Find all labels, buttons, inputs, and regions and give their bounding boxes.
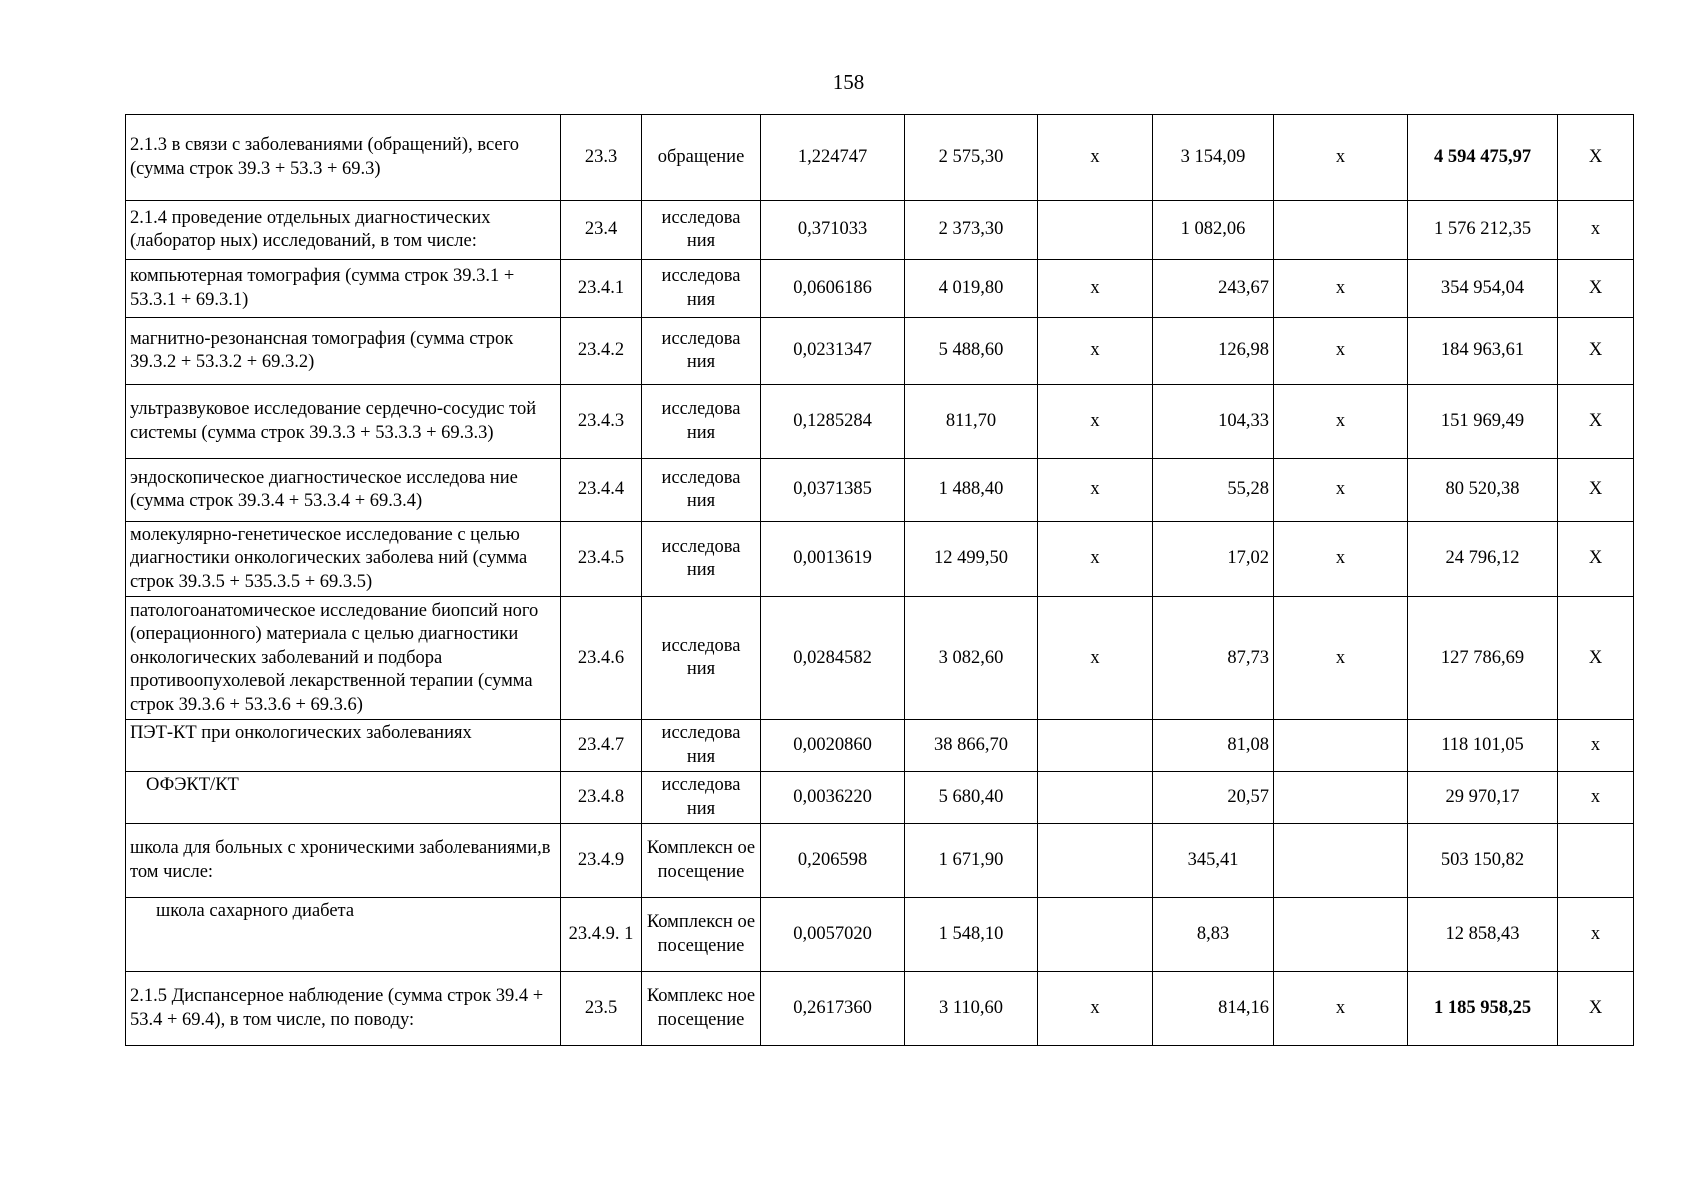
table-row xyxy=(126,260,1634,318)
row-per-capita: 3 154,09 xyxy=(1153,115,1274,201)
row-unit: исследова ния xyxy=(642,260,761,318)
table-row xyxy=(126,201,1634,260)
row-mark-c: Х xyxy=(1558,385,1634,459)
row-mark-c: Х xyxy=(1558,260,1634,318)
row-cost: 3 110,60 xyxy=(905,972,1038,1046)
row-cost: 1 671,90 xyxy=(905,824,1038,898)
table-row xyxy=(126,720,1634,772)
row-mark-b xyxy=(1274,720,1408,772)
row-total: 24 796,12 xyxy=(1408,522,1558,597)
table-row xyxy=(126,318,1634,385)
table-row xyxy=(126,898,1634,972)
row-mark-a: х xyxy=(1038,115,1153,201)
row-unit: исследова ния xyxy=(642,459,761,522)
row-code: 23.4.7 xyxy=(561,720,642,772)
row-mark-a xyxy=(1038,824,1153,898)
row-per-capita: 20,57 xyxy=(1153,772,1274,824)
row-mark-b xyxy=(1274,898,1408,972)
row-total: 151 969,49 xyxy=(1408,385,1558,459)
row-cost: 1 548,10 xyxy=(905,898,1038,972)
row-code: 23.4.3 xyxy=(561,385,642,459)
row-cost: 12 499,50 xyxy=(905,522,1038,597)
table-row xyxy=(126,824,1634,898)
row-code: 23.4.6 xyxy=(561,597,642,720)
row-total: 4 594 475,97 xyxy=(1408,115,1558,201)
row-norm: 0,0606186 xyxy=(761,260,905,318)
row-unit: Комплексн ое посещение xyxy=(642,898,761,972)
row-mark-b: х xyxy=(1274,385,1408,459)
row-mark-c: Х xyxy=(1558,115,1634,201)
row-code: 23.4.1 xyxy=(561,260,642,318)
row-norm: 0,0020860 xyxy=(761,720,905,772)
row-cost: 811,70 xyxy=(905,385,1038,459)
row-cost: 4 019,80 xyxy=(905,260,1038,318)
row-norm: 0,0013619 xyxy=(761,522,905,597)
row-mark-b xyxy=(1274,824,1408,898)
row-mark-a: х xyxy=(1038,385,1153,459)
row-mark-b xyxy=(1274,201,1408,260)
row-name: школа сахарного диабета xyxy=(126,898,561,972)
row-norm: 0,0036220 xyxy=(761,772,905,824)
row-norm: 1,224747 xyxy=(761,115,905,201)
row-mark-b: х xyxy=(1274,260,1408,318)
row-code: 23.4.5 xyxy=(561,522,642,597)
allocation-table xyxy=(125,114,1634,1046)
row-mark-b xyxy=(1274,772,1408,824)
row-cost: 38 866,70 xyxy=(905,720,1038,772)
table-row xyxy=(126,115,1634,201)
page-number: 158 xyxy=(832,70,865,94)
row-cost: 5 680,40 xyxy=(905,772,1038,824)
row-norm: 0,0057020 xyxy=(761,898,905,972)
row-mark-c: х xyxy=(1558,898,1634,972)
row-per-capita: 81,08 xyxy=(1153,720,1274,772)
table-row xyxy=(126,597,1634,720)
row-mark-c: Х xyxy=(1558,972,1634,1046)
row-mark-a: х xyxy=(1038,597,1153,720)
row-mark-c: х xyxy=(1558,772,1634,824)
row-code: 23.5 xyxy=(561,972,642,1046)
row-cost: 3 082,60 xyxy=(905,597,1038,720)
table-row xyxy=(126,522,1634,597)
row-total: 354 954,04 xyxy=(1408,260,1558,318)
row-code: 23.4.9. 1 xyxy=(561,898,642,972)
row-unit: Комплексн ое посещение xyxy=(642,824,761,898)
row-mark-c: х xyxy=(1558,201,1634,260)
row-mark-b: х xyxy=(1274,318,1408,385)
row-name: школа для больных с хроническими заболеваниями,в том числе: xyxy=(126,824,561,898)
row-total: 1 576 212,35 xyxy=(1408,201,1558,260)
row-norm: 0,206598 xyxy=(761,824,905,898)
row-per-capita: 17,02 xyxy=(1153,522,1274,597)
row-unit: Комплекс ное посещение xyxy=(642,972,761,1046)
row-unit: исследова ния xyxy=(642,522,761,597)
row-name: компьютерная томография (сумма строк 39.3.1 + 53.3.1 + 69.3.1) xyxy=(126,260,561,318)
row-mark-c: Х xyxy=(1558,459,1634,522)
row-code: 23.4.9 xyxy=(561,824,642,898)
row-norm: 0,2617360 xyxy=(761,972,905,1046)
row-name: ОФЭКТ/КТ xyxy=(126,772,561,824)
row-per-capita: 814,16 xyxy=(1153,972,1274,1046)
row-total: 80 520,38 xyxy=(1408,459,1558,522)
row-mark-a: х xyxy=(1038,522,1153,597)
row-per-capita: 87,73 xyxy=(1153,597,1274,720)
row-norm: 0,0231347 xyxy=(761,318,905,385)
table-row xyxy=(126,772,1634,824)
row-unit: исследова ния xyxy=(642,720,761,772)
row-mark-a xyxy=(1038,201,1153,260)
row-unit: исследова ния xyxy=(642,318,761,385)
row-total: 503 150,82 xyxy=(1408,824,1558,898)
row-mark-b: х xyxy=(1274,597,1408,720)
row-total: 12 858,43 xyxy=(1408,898,1558,972)
row-per-capita: 55,28 xyxy=(1153,459,1274,522)
row-mark-c xyxy=(1558,824,1634,898)
row-mark-a xyxy=(1038,772,1153,824)
row-norm: 0,371033 xyxy=(761,201,905,260)
row-mark-a xyxy=(1038,898,1153,972)
row-mark-a xyxy=(1038,720,1153,772)
row-cost: 1 488,40 xyxy=(905,459,1038,522)
row-norm: 0,1285284 xyxy=(761,385,905,459)
table-row xyxy=(126,385,1634,459)
row-norm: 0,0284582 xyxy=(761,597,905,720)
row-mark-c: х xyxy=(1558,720,1634,772)
row-code: 23.4.8 xyxy=(561,772,642,824)
row-total: 1 185 958,25 xyxy=(1408,972,1558,1046)
row-name: эндоскопическое диагностическое исследова ние (сумма строк 39.3.4 + 53.3.4 + 69.3.4) xyxy=(126,459,561,522)
row-per-capita: 345,41 xyxy=(1153,824,1274,898)
row-name: ПЭТ-КТ при онкологических заболеваниях xyxy=(126,720,561,772)
row-per-capita: 1 082,06 xyxy=(1153,201,1274,260)
row-name: ультразвуковое исследование сердечно-сосудис той системы (сумма строк 39.3.3 + 53.3.3 + 69.3.3) xyxy=(126,385,561,459)
row-mark-a: х xyxy=(1038,318,1153,385)
row-unit: обращение xyxy=(642,115,761,201)
row-total: 29 970,17 xyxy=(1408,772,1558,824)
row-per-capita: 243,67 xyxy=(1153,260,1274,318)
row-name: молекулярно-генетическое исследование с целью диагностики онкологических заболева ний (сумма строк 39.3.5 + 535.3.5 + 69.3.5) xyxy=(126,522,561,597)
row-name: 2.1.4 проведение отдельных диагностических (лаборатор ных) исследований, в том числе: xyxy=(126,201,561,260)
row-total: 184 963,61 xyxy=(1408,318,1558,385)
row-unit: исследова ния xyxy=(642,385,761,459)
row-per-capita: 104,33 xyxy=(1153,385,1274,459)
row-mark-c: Х xyxy=(1558,522,1634,597)
row-total: 127 786,69 xyxy=(1408,597,1558,720)
table-row xyxy=(126,459,1634,522)
row-norm: 0,0371385 xyxy=(761,459,905,522)
row-per-capita: 8,83 xyxy=(1153,898,1274,972)
row-mark-b: х xyxy=(1274,972,1408,1046)
row-mark-a: х xyxy=(1038,260,1153,318)
row-cost: 2 373,30 xyxy=(905,201,1038,260)
row-unit: исследова ния xyxy=(642,201,761,260)
row-mark-b: х xyxy=(1274,459,1408,522)
row-mark-a: х xyxy=(1038,972,1153,1046)
row-code: 23.4.4 xyxy=(561,459,642,522)
row-total: 118 101,05 xyxy=(1408,720,1558,772)
table-row xyxy=(126,972,1634,1046)
row-mark-c: Х xyxy=(1558,597,1634,720)
row-cost: 2 575,30 xyxy=(905,115,1038,201)
row-name: 2.1.3 в связи с заболеваниями (обращений), всего (сумма строк 39.3 + 53.3 + 69.3) xyxy=(126,115,561,201)
row-code: 23.4 xyxy=(561,201,642,260)
row-unit: исследова ния xyxy=(642,772,761,824)
row-cost: 5 488,60 xyxy=(905,318,1038,385)
row-code: 23.4.2 xyxy=(561,318,642,385)
row-code: 23.3 xyxy=(561,115,642,201)
row-name: 2.1.5 Диспансерное наблюдение (сумма строк 39.4 + 53.4 + 69.4), в том числе, по поводу: xyxy=(126,972,561,1046)
row-mark-b: х xyxy=(1274,115,1408,201)
row-mark-a: х xyxy=(1038,459,1153,522)
row-name: патологоанатомическое исследование биопсий ного (операционного) материала с целью диагностики онкологических заболеваний и подбора противоопухолевой лекарственной терапии (сумма строк 39.3.6 + 53.3.6 + 69.3.6) xyxy=(126,597,561,720)
row-mark-b: х xyxy=(1274,522,1408,597)
row-name: магнитно-резонансная томография (сумма строк 39.3.2 + 53.3.2 + 69.3.2) xyxy=(126,318,561,385)
row-per-capita: 126,98 xyxy=(1153,318,1274,385)
row-unit: исследова ния xyxy=(642,597,761,720)
row-mark-c: Х xyxy=(1558,318,1634,385)
